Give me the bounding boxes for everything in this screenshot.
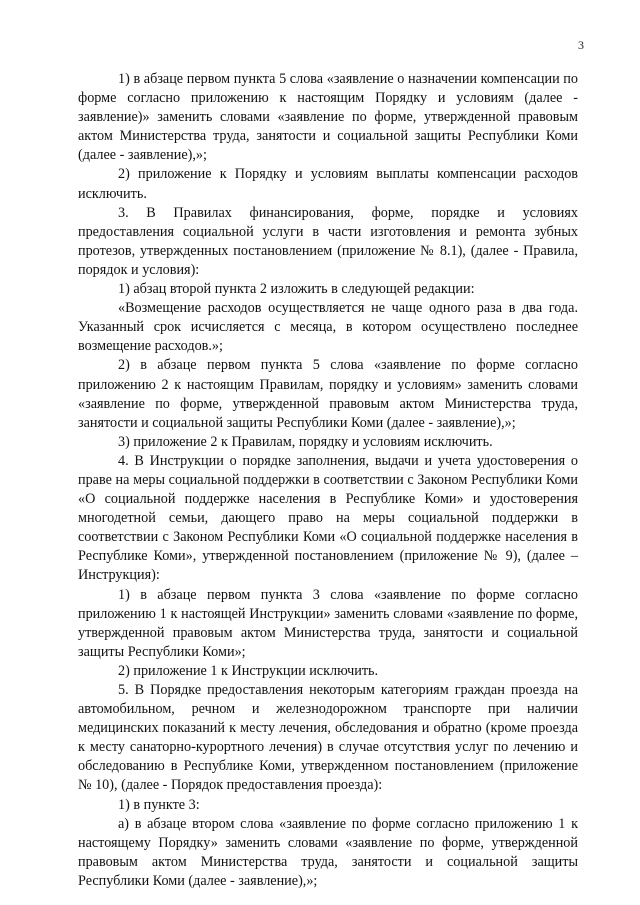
paragraph: 5. В Порядке предоставления некоторым категориям граждан проезда на автомобильном, речном и железнодорожном транспорте при наличии медицинских показаний к месту лечения, обследования и обратно (кроме проезда к месту санаторно-курортного лечения) в случае отсутствия услуг по лечению и обследованию в Республике Коми, утвержденном постановлением (приложение № 10), (далее - Порядок предоставления проезда): [78,682,578,794]
paragraph: 4. В Инструкции о порядке заполнения, выдачи и учета удостоверения о праве на меры социальной поддержки в соответствии с Законом Республики Коми «О социальной поддержке населения в Республике Коми» и удостоверения многодетной семьи, дающего право на меры социальной поддержки в соответствии с Законом Республики Коми «О социальной поддержке населения в Республике Коми», утвержденной постановлением (приложение № 9), (далее – Инструкция): [78,452,578,584]
paragraph: 1) в пункте 3: [118,796,200,813]
paragraph: 1) в абзаце первом пункта 3 слова «заявление по форме согласно приложению 1 к настоящей Инструкции» заменить словами «заявление по форме, утвержденной правовым актом Министерства труда, занятости и социальной защиты Республики Коми»; [78,586,578,660]
paragraph: 1) в абзаце первом пункта 5 слова «заявление о назначении компенсации по форме согласно приложению к настоящим Порядку и условиям (далее - заявление)» заменить словами «заявление по форме, утвержденной правовым актом Министерства труда, занятости и социальной защиты Республики Коми (далее - заявление),»; [78,71,578,164]
document-body [78,70,578,891]
page-number: 3 [578,38,584,52]
paragraph: «Возмещение расходов осуществляется не чаще одного раза в два года. Указанный срок исчисляется с месяца, в котором осуществлено последнее возмещение расходов.»; [78,300,578,355]
paragraph: 2) в абзаце первом пункта 5 слова «заявление по форме согласно приложению 2 к настоящим Правилам, порядку и условиям» заменить словами «заявление по форме, утвержденной правовым актом Министерства труда, занятости и социальной защиты Республики Коми (далее - заявление),»; [78,357,578,431]
paragraph: 1) абзац второй пункта 2 изложить в следующей редакции: [118,281,475,298]
paragraph: 2) приложение к Порядку и условиям выплаты компенсации расходов исключить. [78,166,578,202]
paragraph: а) в абзаце втором слова «заявление по форме согласно приложению 1 к настоящему Порядку» заменить словами «заявление по форме, утвержденной правовым актом Министерства труда, занятости и социальной защиты Республики Коми (далее - заявление),»; [78,815,578,889]
paragraph: 3. В Правилах финансирования, форме, порядке и условиях предоставления социальной услуги в части изготовления и ремонта зубных протезов, утвержденных постановлением (приложение № 8.1), (далее - Правила, порядок и условия): [78,204,578,278]
paragraph: 2) приложение 1 к Инструкции исключить. [118,662,379,679]
paragraph: 3) приложение 2 к Правилам, порядку и условиям исключить. [118,433,493,450]
